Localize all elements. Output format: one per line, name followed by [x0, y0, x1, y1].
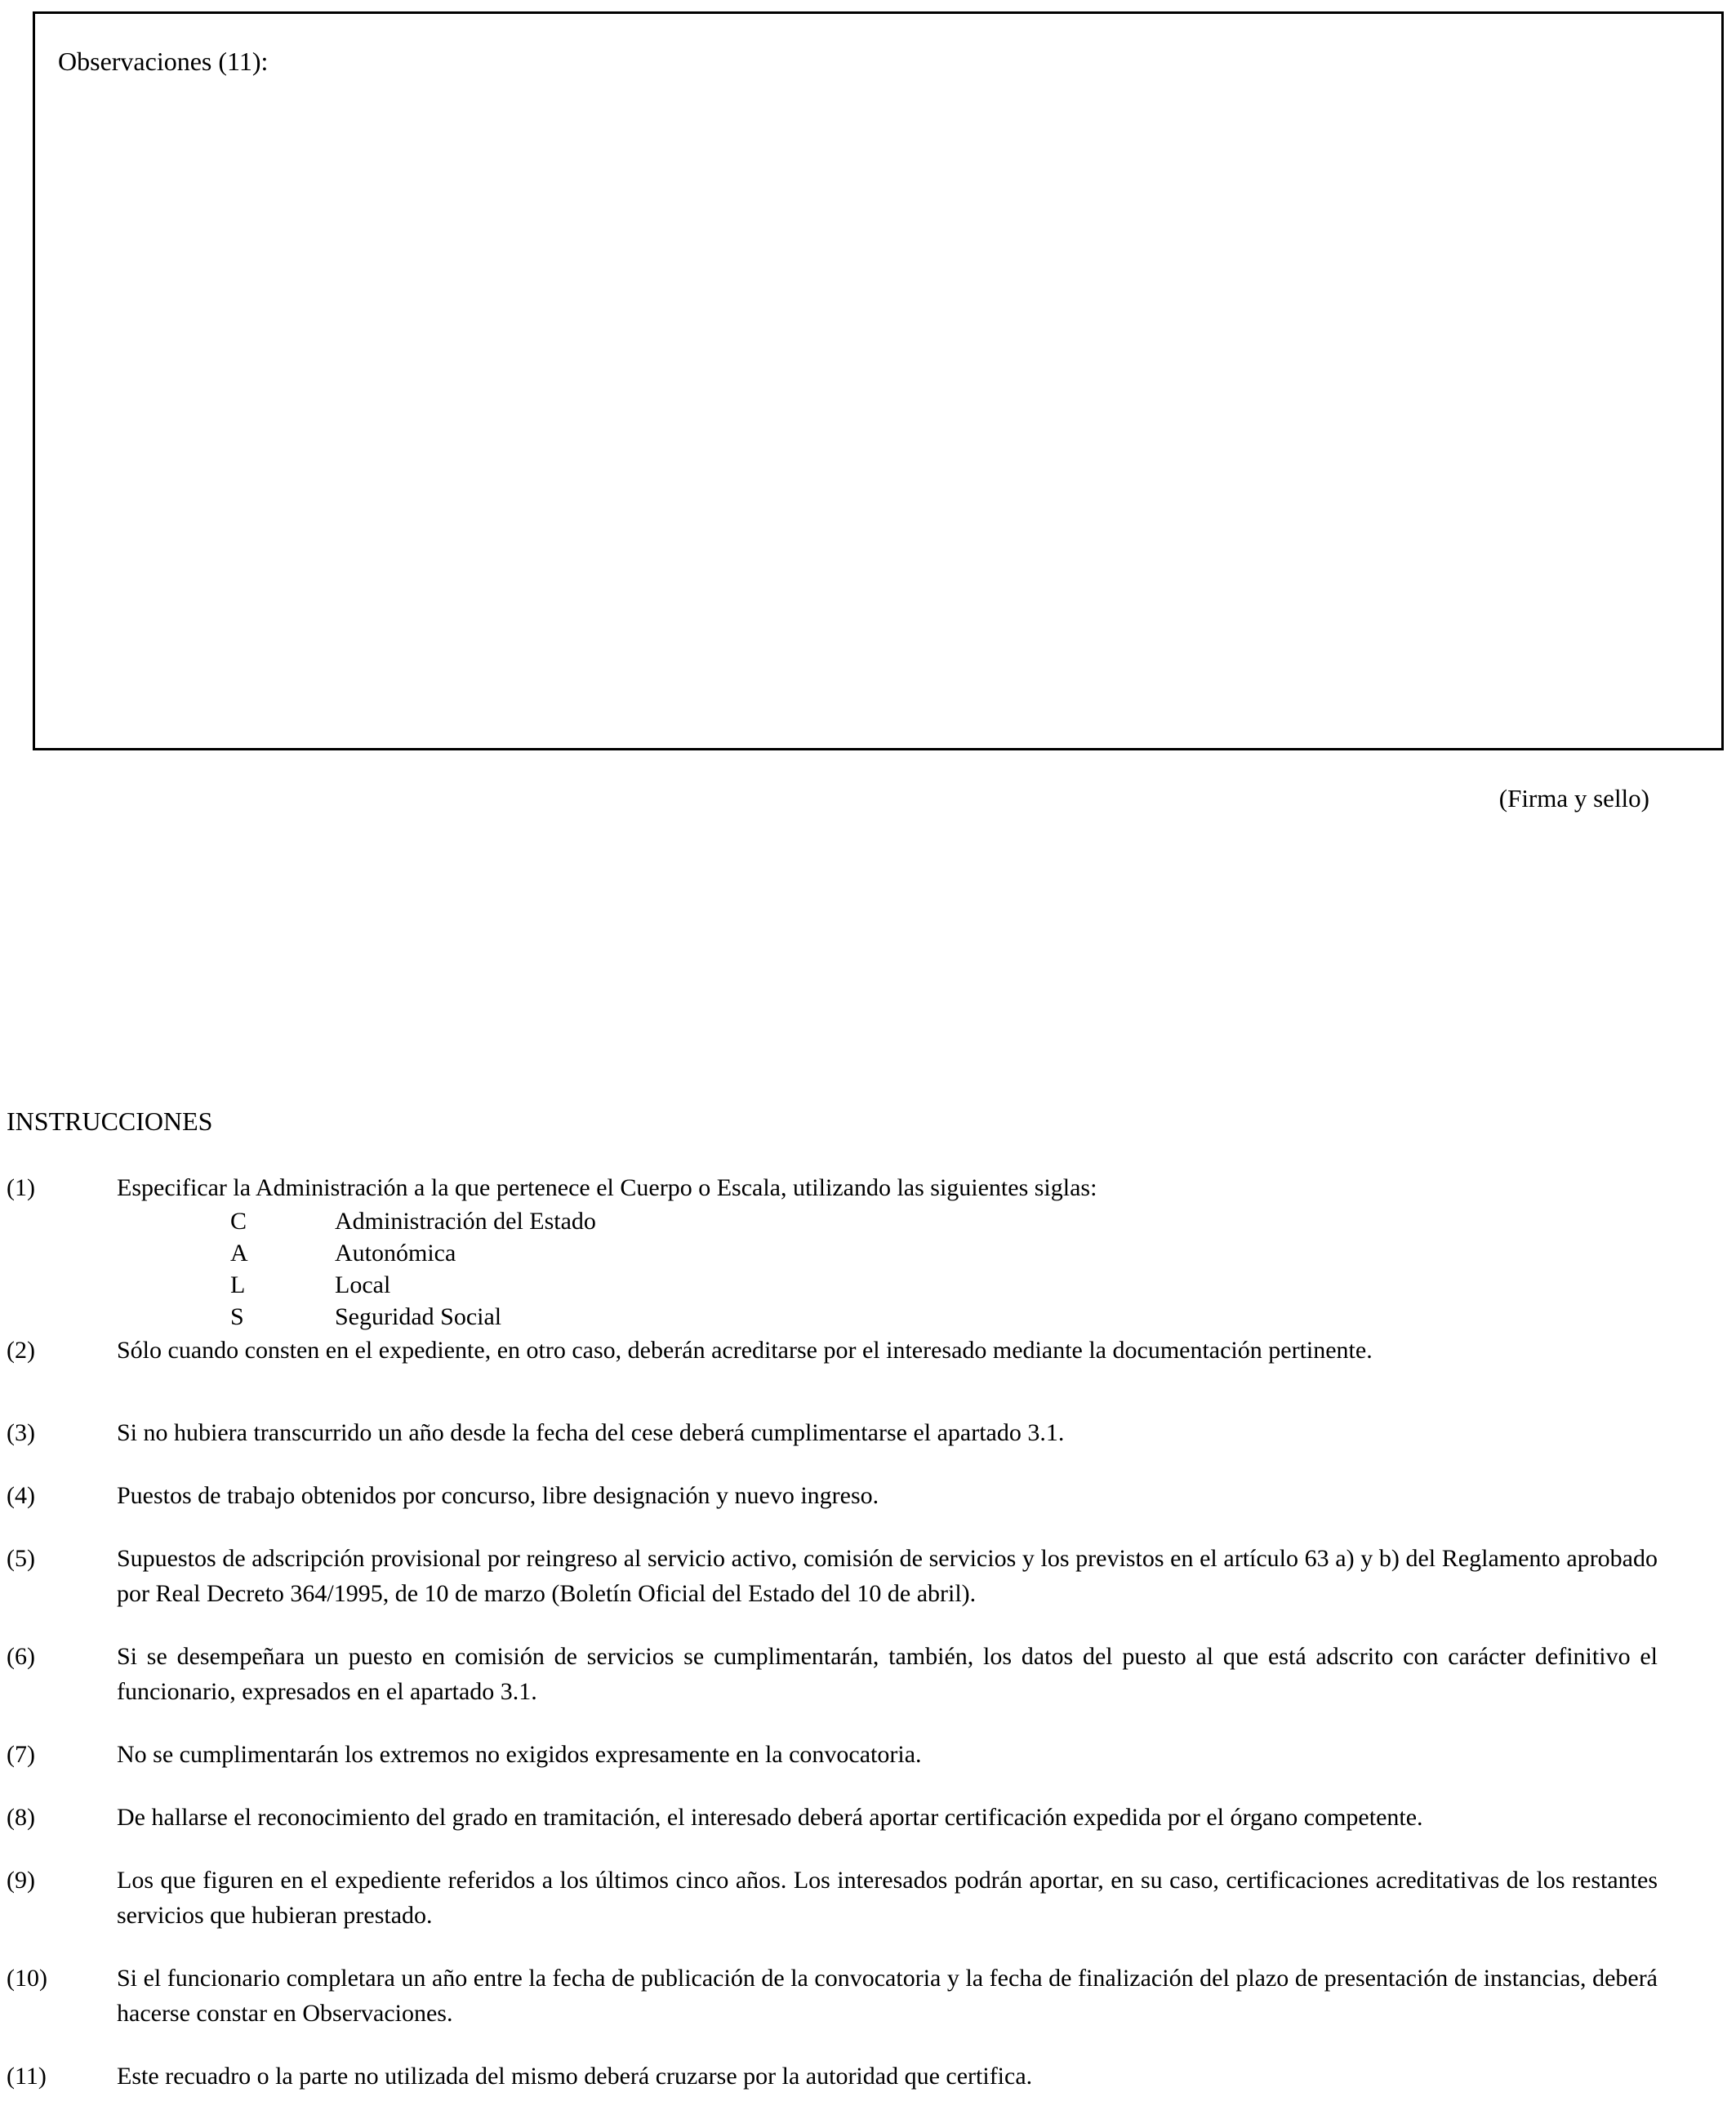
instruction-item-8 — [7, 1800, 1658, 1835]
instruction-number: (8) — [7, 1804, 35, 1831]
instruction-number: (7) — [7, 1741, 35, 1768]
firma-y-sello-label: (Firma y sello) — [1498, 784, 1649, 812]
instruction-item-3 — [7, 1415, 1658, 1450]
sigla-letter: L — [230, 1271, 246, 1298]
instruction-text: No se cumplimentarán los extremos no exigidos expresamente en la convocatoria. — [117, 1741, 922, 1768]
instruction-item-5 — [7, 1541, 1658, 1611]
instruction-number: (4) — [7, 1482, 35, 1509]
instruction-item-11 — [7, 2059, 1658, 2094]
instruction-text: Supuestos de adscripción provisional por reingreso al servicio activo, comisión de servicios y los previstos en el artículo 63 a) y b) del Reglamento aprobado por Real Decreto 364/1995, de 10 de marzo (Boletín Oficial del Estado del 10 de abril). — [117, 1545, 1658, 1607]
instruction-number: (6) — [7, 1643, 35, 1670]
instruction-item-6 — [7, 1639, 1658, 1709]
instruction-text: Los que figuren en el expediente referidos a los últimos cinco años. Los interesados podrán aportar, en su caso, certificaciones acreditativas de los restantes servicios que hubieran prestado. — [117, 1867, 1658, 1929]
sigla-row — [117, 1301, 1658, 1333]
instruction-item-10 — [7, 1961, 1658, 2031]
instruction-number: (9) — [7, 1867, 35, 1894]
instruction-item-9 — [7, 1863, 1658, 1933]
instruction-text: Si no hubiera transcurrido un año desde la fecha del cese deberá cumplimentarse el apartado 3.1. — [117, 1419, 1065, 1446]
sigla-label: Local — [335, 1271, 391, 1298]
instruction-number: (3) — [7, 1419, 35, 1446]
instruction-text: Este recuadro o la parte no utilizada del mismo deberá cruzarse por la autoridad que certifica. — [117, 2063, 1033, 2090]
sigla-label: Autonómica — [335, 1240, 456, 1267]
observaciones-label: Observaciones (11): — [58, 47, 269, 76]
sigla-row — [117, 1205, 1658, 1237]
siglas-list — [117, 1205, 1658, 1333]
sigla-label: Seguridad Social — [335, 1303, 502, 1330]
instruction-text: Si el funcionario completara un año entre la fecha de publicación de la convocatoria y la fecha de finalización del plazo de presentación de instancias, deberá hacerse constar en Observaciones. — [117, 1965, 1658, 2027]
instruction-number: (10) — [7, 1965, 47, 1992]
instruction-item-1 — [7, 1170, 1658, 1333]
observaciones-box — [33, 11, 1724, 750]
instruction-item-2 — [7, 1333, 1658, 1368]
sigla-row — [117, 1237, 1658, 1269]
instruction-text: Sólo cuando consten en el expediente, en otro caso, deberán acreditarse por el interesado mediante la documentación pertinente. — [117, 1337, 1373, 1364]
sigla-letter: S — [230, 1303, 244, 1330]
sigla-letter: C — [230, 1208, 247, 1235]
instruction-number: (5) — [7, 1545, 35, 1572]
instruction-number: (11) — [7, 2063, 47, 2090]
instruction-item-4 — [7, 1478, 1658, 1513]
instruction-text: Si se desempeñara un puesto en comisión de servicios se cumplimentarán, también, los datos del puesto al que está adscrito con carácter definitivo el funcionario, expresados en el apartado 3.1. — [117, 1643, 1658, 1705]
instruction-number: (2) — [7, 1337, 35, 1364]
sigla-row — [117, 1269, 1658, 1301]
instruction-text: Puestos de trabajo obtenidos por concurso, libre designación y nuevo ingreso. — [117, 1482, 879, 1509]
instructions-title: INSTRUCCIONES — [7, 1106, 213, 1136]
instruction-item-7 — [7, 1737, 1658, 1772]
instruction-number: (1) — [7, 1174, 35, 1201]
sigla-label: Administración del Estado — [335, 1208, 596, 1235]
instructions-section — [7, 1104, 1658, 2121]
instruction-text: De hallarse el reconocimiento del grado en tramitación, el interesado deberá aportar certificación expedida por el órgano competente. — [117, 1804, 1423, 1831]
instruction-text: Especificar la Administración a la que pertenece el Cuerpo o Escala, utilizando las siguientes siglas: — [117, 1174, 1097, 1201]
sigla-letter: A — [230, 1240, 248, 1267]
